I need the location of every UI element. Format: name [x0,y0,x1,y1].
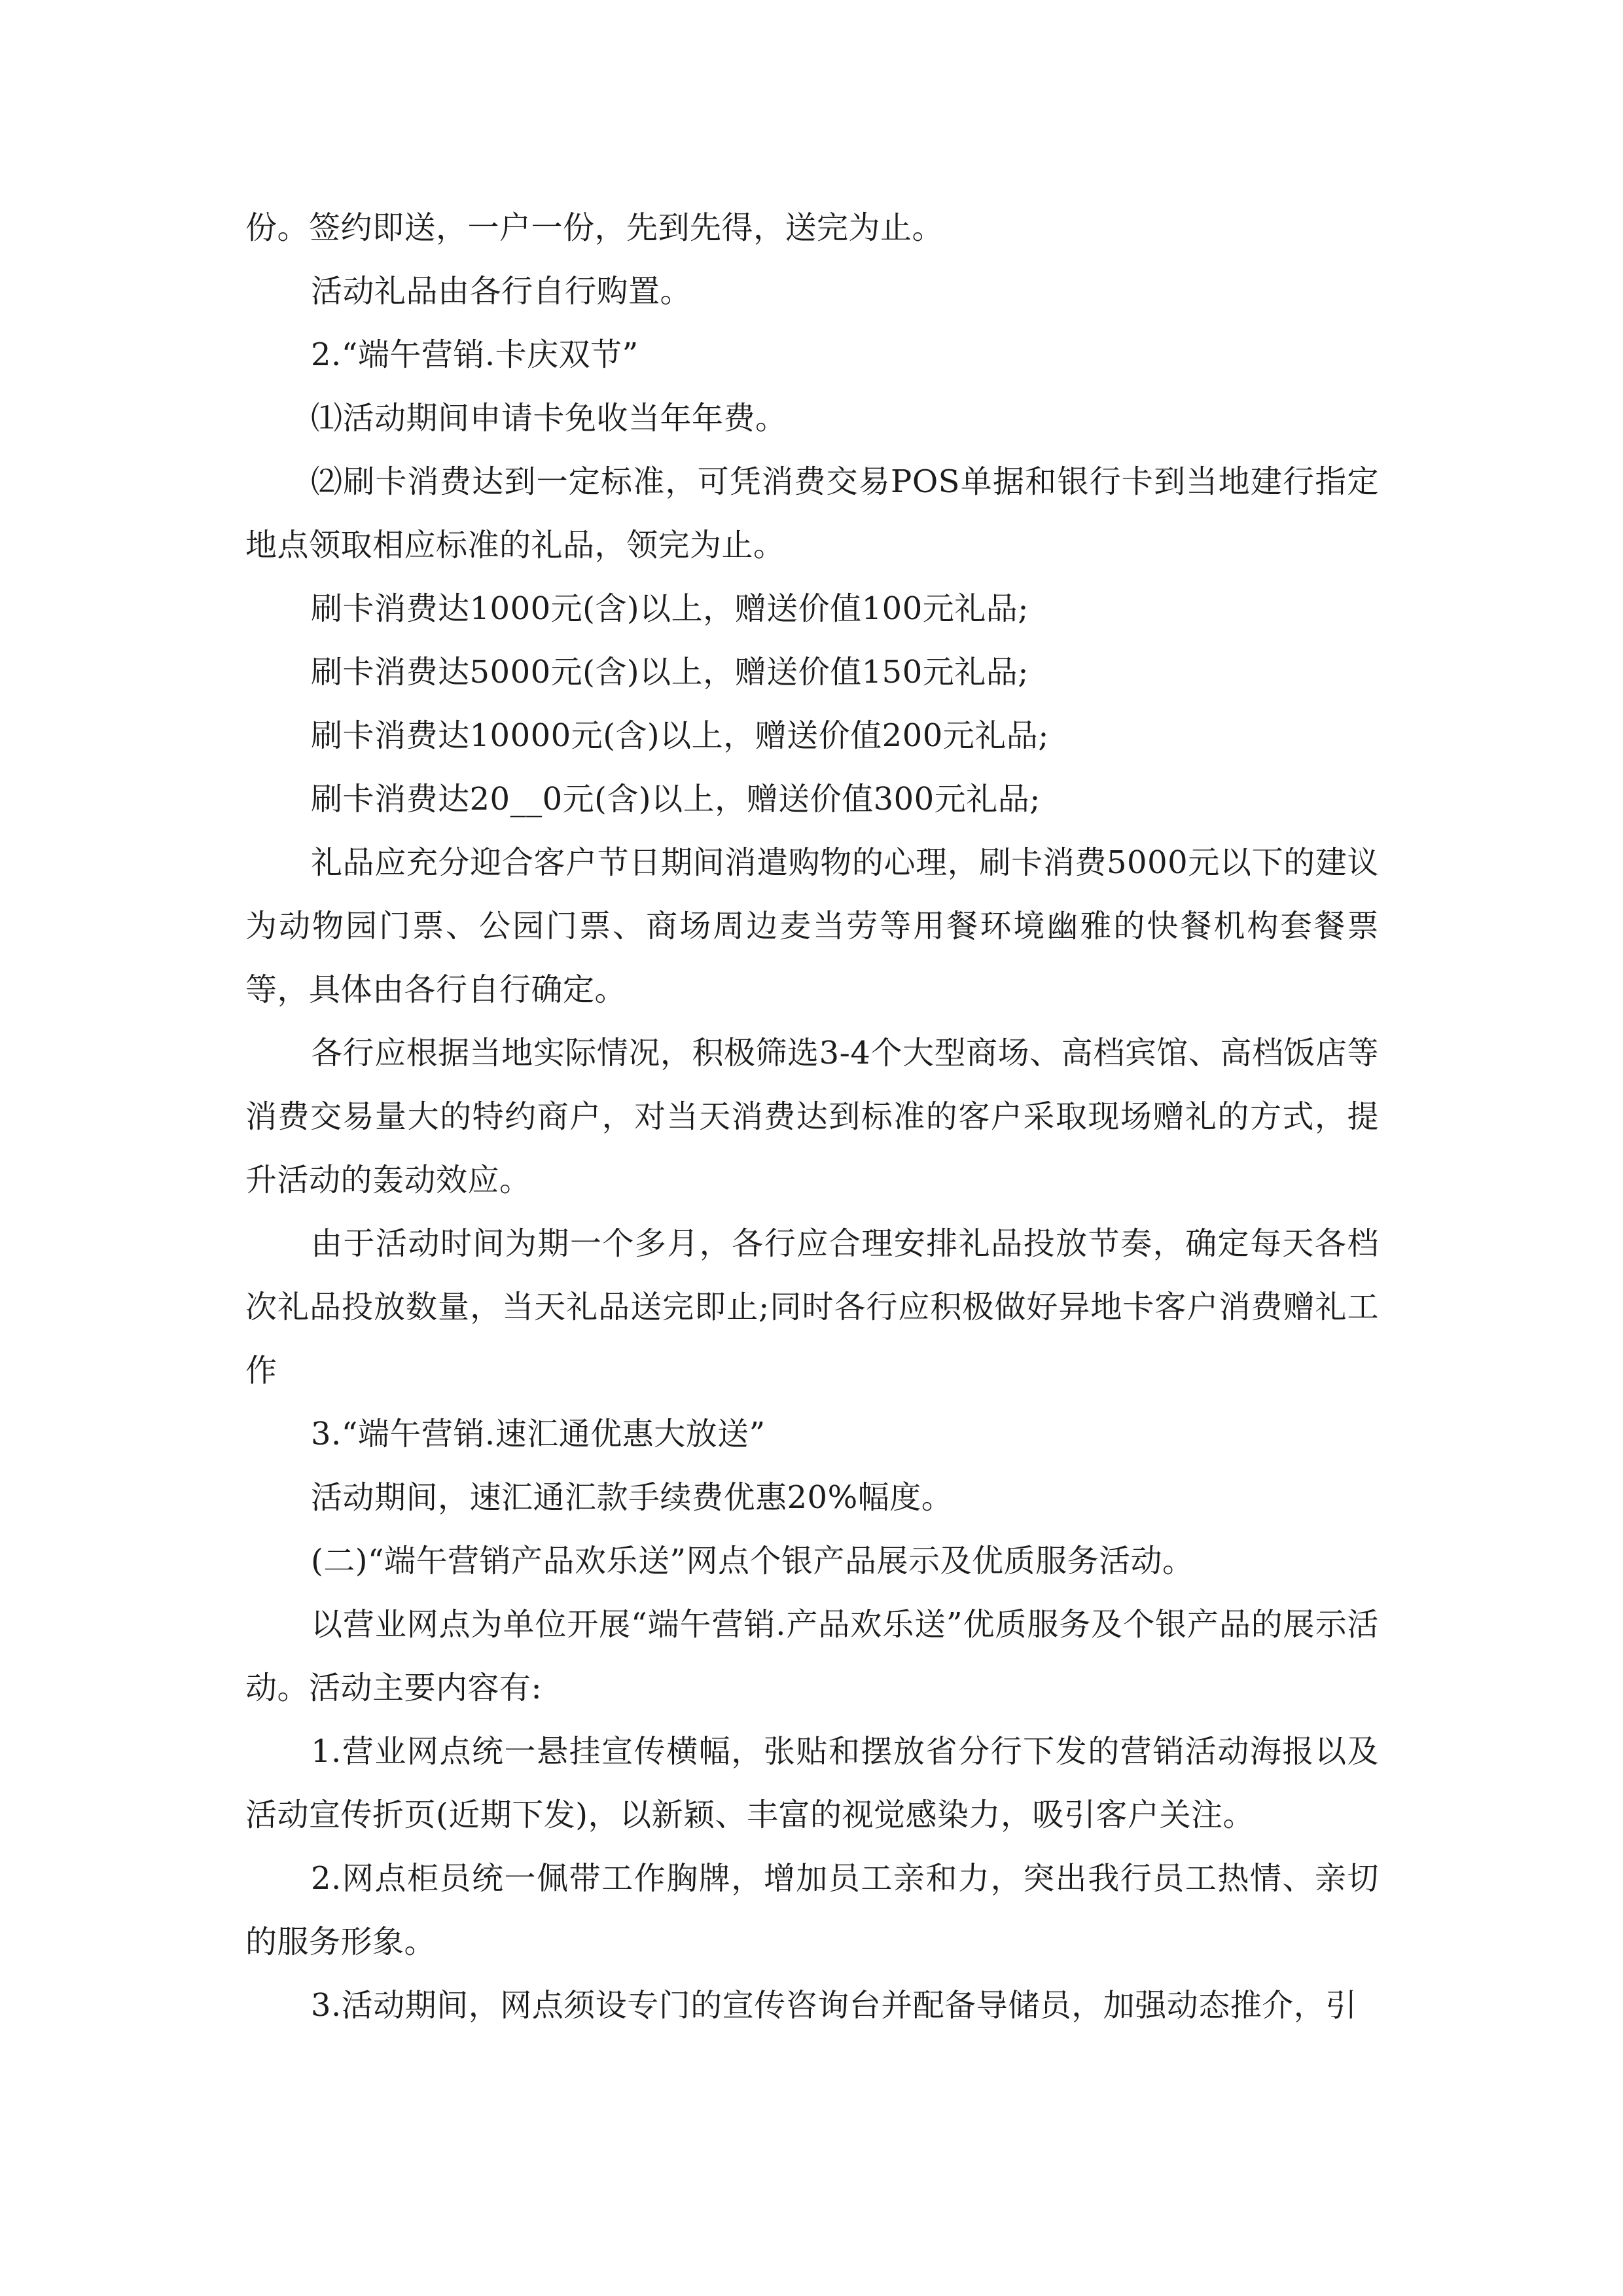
list-item: 3.活动期间，网点须设专门的宣传咨询台并配备导储员，加强动态推介，引 [311,1987,1357,2024]
section-heading: 3.“端午营销.速汇通优惠大放送” [311,1416,766,1452]
paragraph: 各行应根据当地实际情况，积极筛选3-4个大型商场、高档宾馆、高档饭店等消费交易量大的特约商户，对当天消费达到标准的客户采取现场赠礼的方式，提升活动的轰动效应。 [245,1035,1379,1198]
list-item: 刷卡消费达20__0元(含)以上，赠送价值300元礼品; [311,781,1041,817]
list-item: ⑵刷卡消费达到一定标准，可凭消费交易POS单据和银行卡到当地建行指定地点领取相应标准的礼品，领完为止。 [245,463,1379,564]
paragraph: 以营业网点为单位开展“端午营销.产品欢乐送”优质服务及个银产品的展示活动。活动主要内容有: [245,1606,1379,1706]
paragraph: 礼品应充分迎合客户节日期间消遣购物的心理，刷卡消费5000元以下的建议为动物园门票、公园门票、商场周边麦当劳等用餐环境幽雅的快餐机构套餐票等，具体由各行自行确定。 [245,844,1379,1008]
document-body [245,196,1379,2037]
paragraph: 由于活动时间为期一个多月，各行应合理安排礼品投放节奏，确定每天各档次礼品投放数量，当天礼品送完即止;同时各行应积极做好异地卡客户消费赠礼工作 [245,1225,1379,1389]
list-item: 2.网点柜员统一佩带工作胸牌，增加员工亲和力，突出我行员工热情、亲切的服务形象。 [245,1860,1379,1960]
list-item: 1.营业网点统一悬挂宣传横幅，张贴和摆放省分行下发的营销活动海报以及活动宣传折页(近期下发)，以新颖、丰富的视觉感染力，吸引客户关注。 [245,1733,1379,1833]
paragraph: 活动礼品由各行自行购置。 [311,273,692,310]
paragraph: 活动期间，速汇通汇款手续费优惠20%幅度。 [311,1479,954,1516]
list-item: 刷卡消费达5000元(含)以上，赠送价值150元礼品; [311,654,1029,691]
paragraph: 份。签约即送，一户一份，先到先得，送完为止。 [245,209,944,246]
section-heading: 2.“端午营销.卡庆双节” [311,336,639,373]
list-item: ⑴活动期间申请卡免收当年年费。 [311,400,787,437]
section-heading: (二)“端午营销产品欢乐送”网点个银产品展示及优质服务活动。 [311,1543,1194,1579]
list-item: 刷卡消费达10000元(含)以上，赠送价值200元礼品; [311,717,1049,754]
list-item: 刷卡消费达1000元(含)以上，赠送价值100元礼品; [311,590,1029,627]
